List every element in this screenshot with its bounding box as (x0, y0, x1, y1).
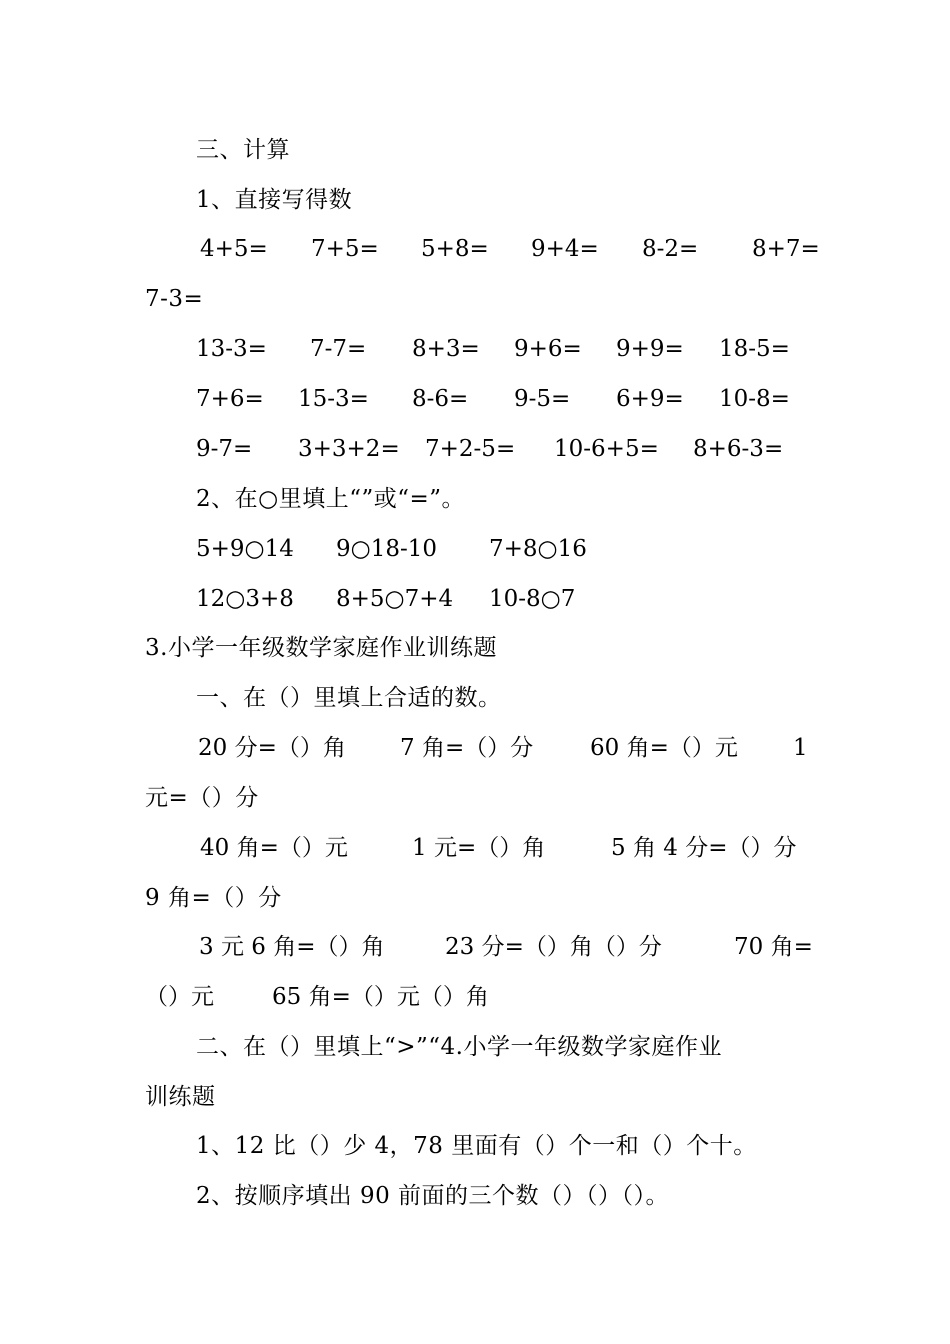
money-item: 20 分=（）角 (198, 735, 346, 761)
calc-item: 7+2-5= (425, 436, 516, 462)
money-item: 40 角=（）元 (200, 835, 348, 861)
money-item: 70 角= (734, 934, 813, 960)
calc-item: 8+7= (752, 236, 820, 262)
money-item: 23 分=（）角（）分 (445, 934, 662, 960)
money-item: 5 角 4 分=（）分 (611, 835, 797, 861)
money-item: 3 元 6 角=（）角 (199, 934, 385, 960)
compare-item: 8+5○7+4 (336, 586, 454, 612)
calc-item: 4+5= (200, 236, 268, 262)
calc-item: 7+6= (196, 386, 264, 412)
calc-item: 8-2= (642, 236, 699, 262)
calc-item: 8+6-3= (693, 436, 784, 462)
money-item: 1 (793, 735, 808, 761)
question-title: 1、直接写得数 (196, 187, 353, 213)
calc-item: 10-8= (719, 386, 790, 412)
money-item: （）元 (145, 984, 214, 1010)
calc-item: 9+4= (531, 236, 599, 262)
calc-item: 3+3+2= (298, 436, 400, 462)
compare-item: 7+8○16 (489, 536, 587, 562)
compare-item: 9○18-10 (336, 536, 438, 562)
compare-item: 10-8○7 (489, 586, 576, 612)
calc-item: 8+3= (412, 336, 480, 362)
money-item: 9 角=（）分 (145, 885, 282, 911)
money-item: 1 元=（）角 (412, 835, 546, 861)
question-item: 1、12 比（）少 4，78 里面有（）个一和（）个十。 (196, 1133, 757, 1159)
calc-item: 8-6= (412, 386, 469, 412)
money-item: 65 角=（）元（）角 (272, 984, 489, 1010)
calc-item: 7+5= (311, 236, 379, 262)
question-item: 2、按顺序填出 90 前面的三个数（）（）（）。 (196, 1183, 670, 1209)
calc-item: 5+8= (421, 236, 489, 262)
calc-item: 9-7= (196, 436, 253, 462)
part-title-wrap: 训练题 (145, 1084, 216, 1110)
part-title: 二、在（）里填上“>”“4.小学一年级数学家庭作业 (196, 1034, 722, 1060)
exercise-title: 3.小学一年级数学家庭作业训练题 (145, 635, 497, 661)
money-item: 7 角=（）分 (400, 735, 534, 761)
compare-item: 5+9○14 (196, 536, 294, 562)
calc-item: 18-5= (719, 336, 790, 362)
calc-item: 9+6= (514, 336, 582, 362)
part-title: 一、在（）里填上合适的数。 (196, 685, 502, 711)
calc-item: 10-6+5= (554, 436, 659, 462)
calc-item: 9-5= (514, 386, 571, 412)
calc-item: 6+9= (616, 386, 684, 412)
compare-item: 12○3+8 (196, 586, 294, 612)
calc-item: 13-3= (196, 336, 267, 362)
calc-item: 9+9= (616, 336, 684, 362)
calc-item: 7-3= (145, 286, 204, 312)
money-item: 元=（）分 (145, 785, 259, 811)
money-item: 60 角=（）元 (590, 735, 738, 761)
question-title: 2、在○里填上“”或“=”。 (196, 486, 466, 512)
section-title: 三、计算 (196, 137, 290, 163)
calc-item: 15-3= (298, 386, 369, 412)
calc-item: 7-7= (310, 336, 367, 362)
